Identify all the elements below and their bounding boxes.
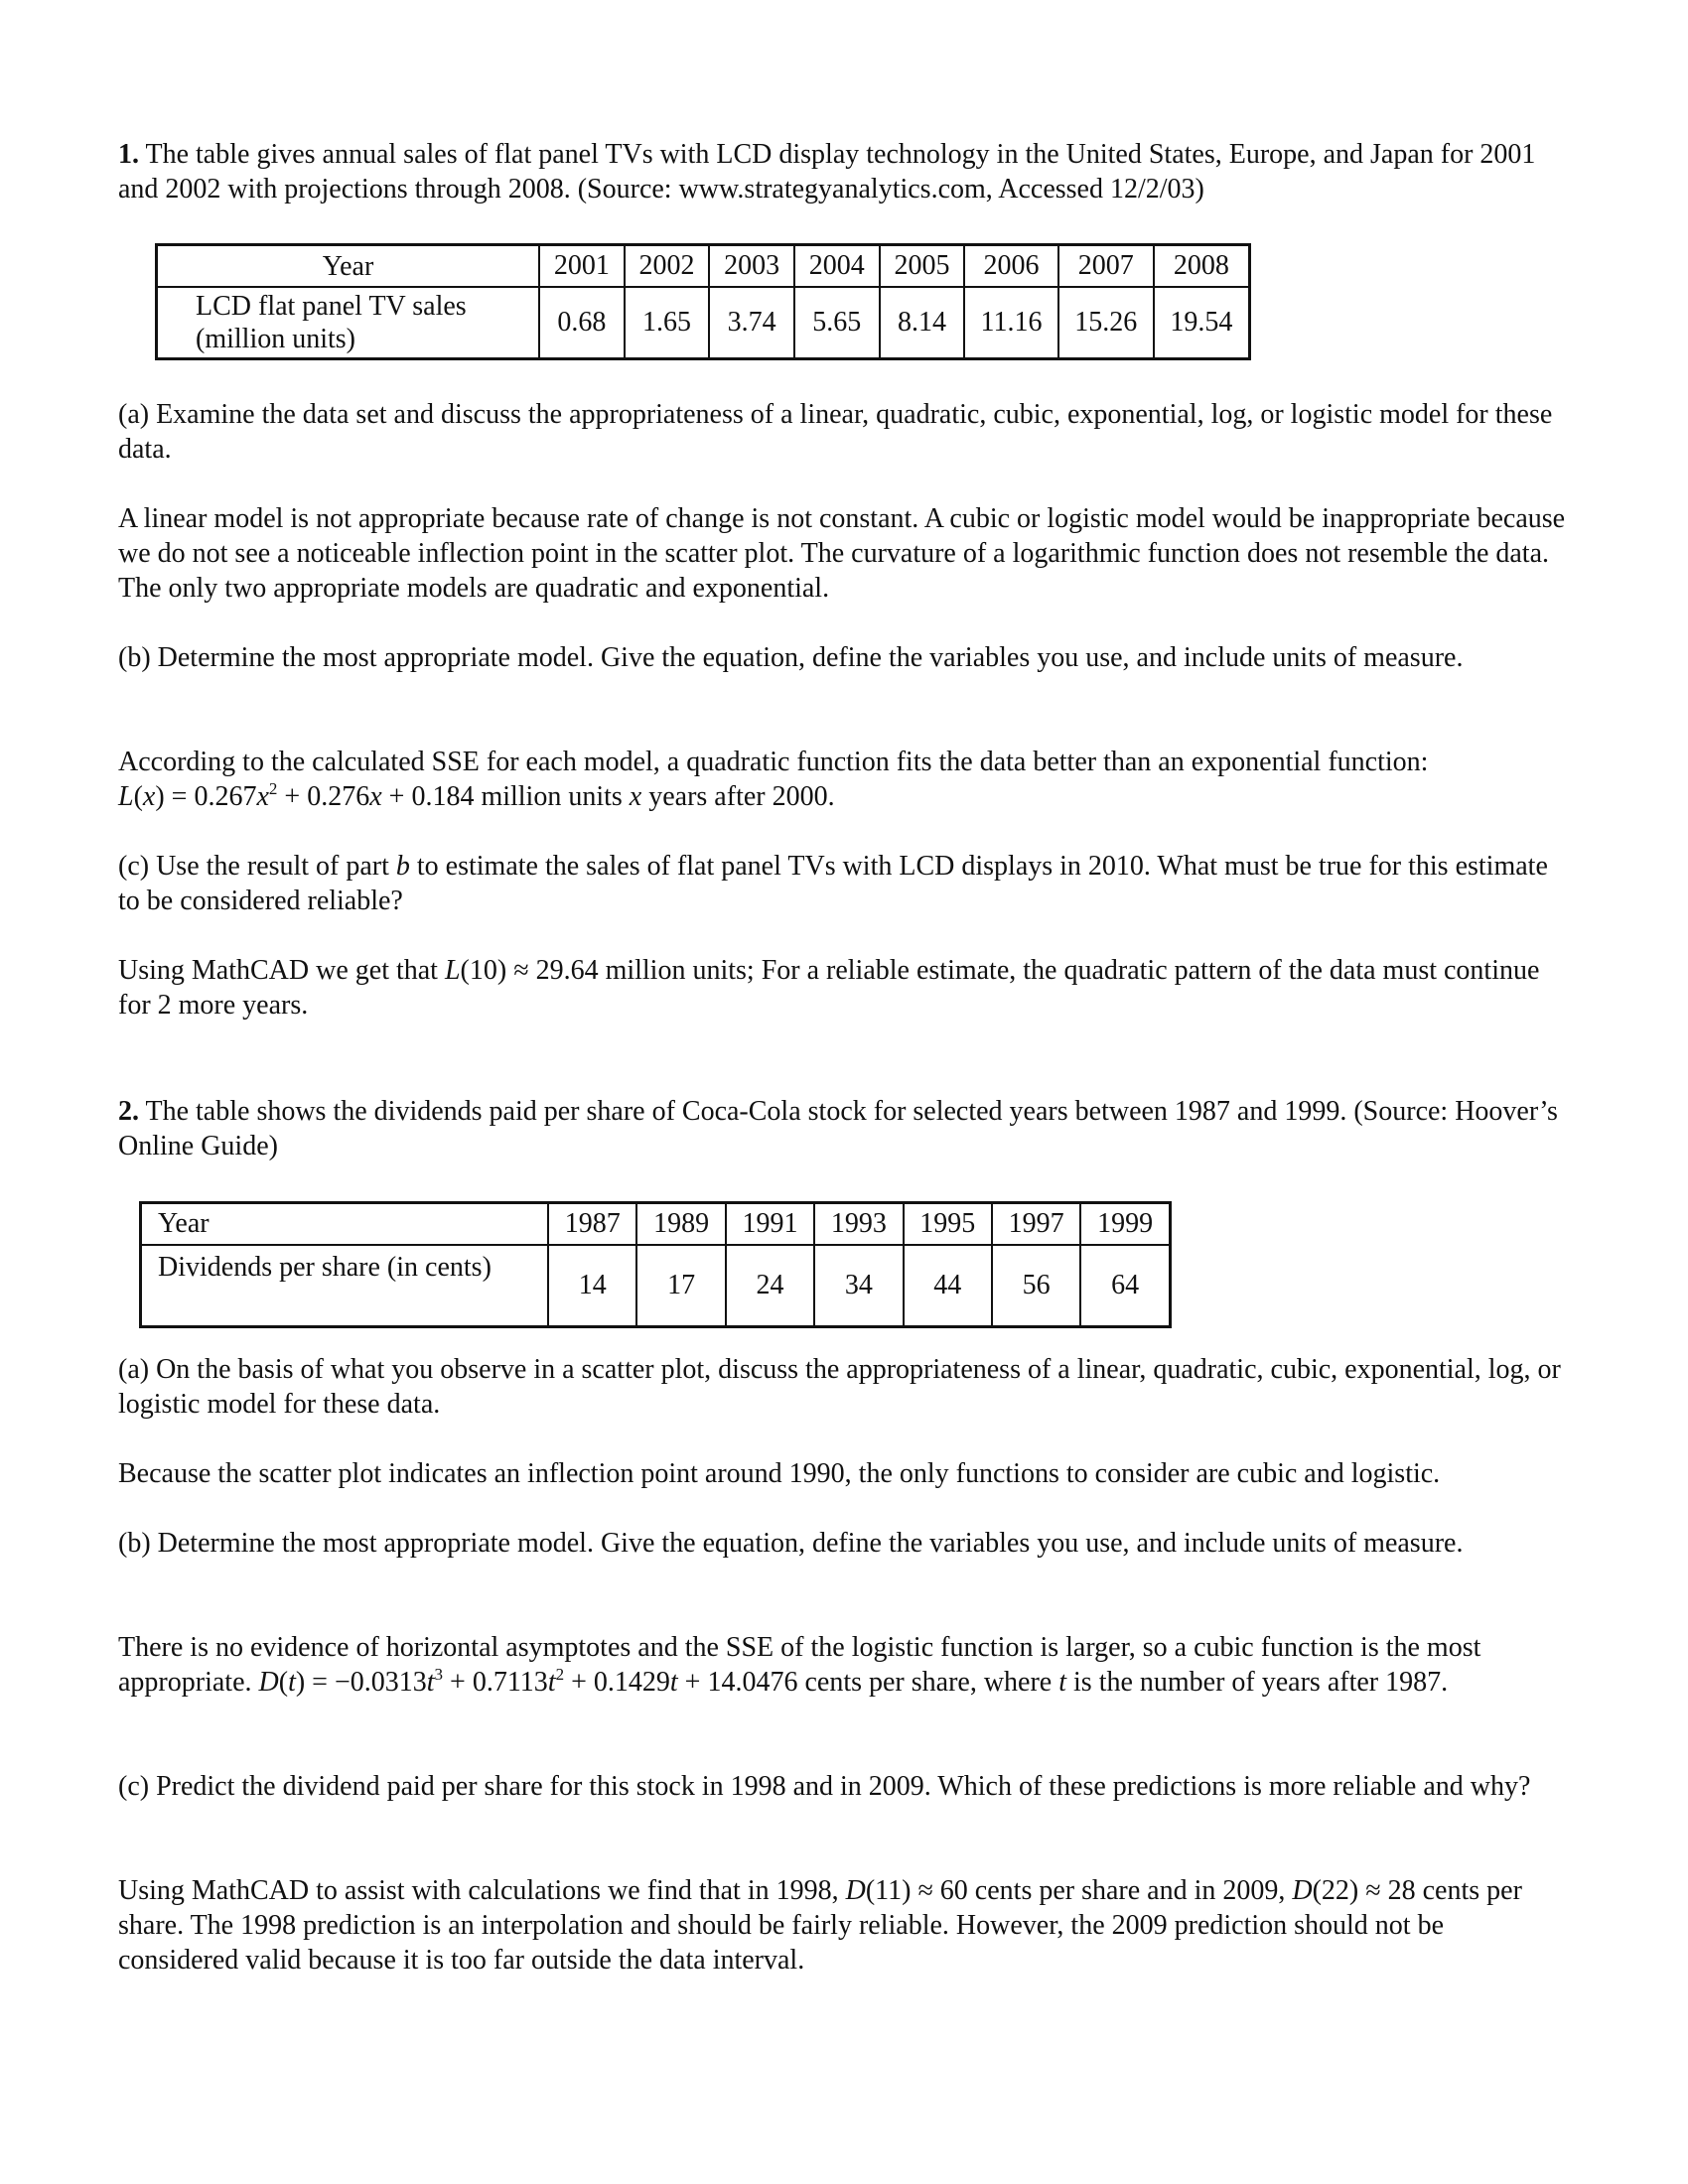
year-cell: 1999 xyxy=(1080,1203,1170,1246)
value-cell: 11.16 xyxy=(964,287,1057,359)
table-row xyxy=(157,245,1250,288)
problem-1-question-b: (b) Determine the most appropriate model. Give the equation, define the variables you use, and include units of measure. xyxy=(118,642,1464,673)
year-cell: 1987 xyxy=(548,1203,636,1246)
year-cell: 1997 xyxy=(992,1203,1080,1246)
year-cell: 2003 xyxy=(709,245,794,288)
value-cell: 5.65 xyxy=(794,287,880,359)
value-cell: 15.26 xyxy=(1058,287,1154,359)
ac-fn: L xyxy=(444,955,461,986)
problem-1-answer-b: According to the calculated SSE for each model, a quadratic function fits the data better than an exponential function: $L(x) = 0.267x^2 + 0.276x + 0.184$ million units x years after 2000. xyxy=(118,747,1429,812)
problem-1-intro xyxy=(118,137,1568,206)
ab-post1: cents per share, where xyxy=(797,1667,1059,1698)
value-cell: 14 xyxy=(548,1245,636,1327)
problem-2-number: 2. xyxy=(118,1096,139,1127)
dividends-header-cell: Dividends per share (in cents) xyxy=(141,1245,549,1327)
year-cell: 1989 xyxy=(636,1203,725,1246)
ab-c4: 14.0476 xyxy=(707,1667,798,1698)
value-cell: 44 xyxy=(904,1245,992,1327)
ab-c2: 0.7113 xyxy=(472,1667,548,1698)
ab-var: t xyxy=(288,1667,296,1698)
eq-tail: million units xyxy=(474,781,630,812)
year-cell: 1991 xyxy=(726,1203,814,1246)
ac-fn2: D xyxy=(1292,1875,1313,1906)
dividends-table xyxy=(139,1201,1172,1328)
year-cell: 1995 xyxy=(904,1203,992,1246)
eq-var: x xyxy=(629,781,642,812)
value-cell: 1.65 xyxy=(625,287,710,359)
table-row xyxy=(141,1245,1171,1327)
problem-1-number: 1. xyxy=(118,139,139,170)
eq-exp: 2 xyxy=(268,778,278,798)
problem-2-question-b: (b) Determine the most appropriate model. Give the equation, define the variables you use, and include units of measure. xyxy=(118,1528,1464,1559)
value-cell: 24 xyxy=(726,1245,814,1327)
value-cell: 56 xyxy=(992,1245,1080,1327)
lcd-sales-table xyxy=(155,243,1251,360)
value-cell: 3.74 xyxy=(709,287,794,359)
value-cell: 0.68 xyxy=(539,287,625,359)
year-header-cell: Year xyxy=(157,245,540,288)
problem-2-answer-b: There is no evidence of horizontal asymptotes and the SSE of the logistic function is larger, so a cubic function is the most appropriate. $D(t) = -0.0313t^3 + 0.7113t^2 + 0.1429t + 14.0476$ cents per share, where t is the number of years after 1987. xyxy=(118,1632,1481,1698)
year-cell: 2002 xyxy=(625,245,710,288)
year-cell: 2008 xyxy=(1154,245,1250,288)
year-cell: 2004 xyxy=(794,245,880,288)
year-cell: 2001 xyxy=(539,245,625,288)
eq-var: x xyxy=(256,781,269,812)
problem-1-answer-c xyxy=(118,953,1568,1023)
value-cell: 17 xyxy=(636,1245,725,1327)
problem-1-answer-a: A linear model is not appropriate because rate of change is not constant. A cubic or logistic model would be inappropriate because we do not see a noticeable inflection point in the scatter plot. The curvature of a logarithmic function does not resemble the data. The only two appropriate models are quadratic and exponential. xyxy=(118,503,1566,604)
ab-fn: D xyxy=(258,1667,279,1698)
problem-1-question-c xyxy=(118,849,1568,918)
problem-1-question-a: (a) Examine the data set and discuss the appropriateness of a linear, quadratic, cubic, exponential, log, or logistic model for these data. xyxy=(118,399,1553,465)
ac-pre: Using MathCAD we get that xyxy=(118,955,445,986)
problem-2-question-a: (a) On the basis of what you observe in a scatter plot, discuss the appropriateness of a linear, quadratic, cubic, exponential, log, or logistic model for these data. xyxy=(118,1354,1561,1420)
eq-tail2: years after 2000. xyxy=(641,781,835,812)
sales-header-line2: (million units) xyxy=(196,324,355,354)
value-cell: 64 xyxy=(1080,1245,1170,1327)
table-row xyxy=(157,287,1250,359)
ab-pre: There is no evidence of horizontal asymptotes and the SSE of the logistic function is larger, so a cubic function is the most appropriate. xyxy=(118,1632,1481,1698)
ac-fn1: D xyxy=(845,1875,866,1906)
eq-var: x xyxy=(369,781,382,812)
table-row xyxy=(141,1203,1171,1246)
ac-pre: Using MathCAD to assist with calculations we find that in 1998, xyxy=(118,1875,846,1906)
sales-header-cell xyxy=(157,287,540,359)
ac-mid1: (11) ≈ 60 cents per share and in 2009, xyxy=(865,1875,1293,1906)
ab-var: t xyxy=(669,1667,678,1698)
answer-b-text: According to the calculated SSE for each model, a quadratic function fits the data better than an exponential function: xyxy=(118,747,1429,777)
qc-post: to estimate the sales of flat panel TVs with LCD displays in 2010. What must be true for this estimate to be considered reliable? xyxy=(118,851,1548,916)
ac-mid: (10) ≈ 29.64 million units; For a reliable estimate, the quadratic pattern of the data must continue for 2 more years. xyxy=(118,955,1540,1021)
eq-var: x xyxy=(142,781,156,812)
problem-2-answer-a: Because the scatter plot indicates an inflection point around 1990, the only functions to consider are cubic and logistic. xyxy=(118,1458,1441,1489)
qc-part: b xyxy=(395,851,410,882)
value-cell: 34 xyxy=(814,1245,903,1327)
value-cell: 8.14 xyxy=(880,287,965,359)
qc-pre: (c) Use the result of part xyxy=(118,851,396,882)
eq-c2: 0.276 xyxy=(307,781,370,812)
eq-fn: L xyxy=(118,781,134,812)
problem-2-intro xyxy=(118,1094,1568,1163)
sales-header-line1: LCD flat panel TV sales xyxy=(196,291,467,322)
year-cell: 2005 xyxy=(880,245,965,288)
ab-var: t xyxy=(426,1667,435,1698)
year-cell: 2006 xyxy=(964,245,1057,288)
year-cell: 1993 xyxy=(814,1203,903,1246)
eq-c3: 0.184 xyxy=(411,781,475,812)
ab-c1: −0.0313 xyxy=(334,1667,427,1698)
ab-var: t xyxy=(547,1667,556,1698)
value-cell: 19.54 xyxy=(1154,287,1250,359)
problem-2-answer-c xyxy=(118,1873,1568,1978)
problem-1-intro-text: The table gives annual sales of flat panel TVs with LCD display technology in the United States, Europe, and Japan for 2001 and 2002 with projections through 2008. (Source: www.strategyanalytics.com, Accessed 12/2/03) xyxy=(118,139,1536,205)
ab-var: t xyxy=(1058,1667,1067,1698)
ab-c3: 0.1429 xyxy=(593,1667,670,1698)
ab-post2: is the number of years after 1987. xyxy=(1066,1667,1449,1698)
problem-2-intro-text: The table shows the dividends paid per share of Coca-Cola stock for selected years between 1987 and 1999. (Source: Hoover’s Online Guide) xyxy=(118,1096,1558,1161)
ac-mid2: (22) ≈ 28 cents per share. The 1998 prediction is an interpolation and should be fairly reliable. However, the 2009 prediction should not be considered valid because it is too far outside the data interval. xyxy=(118,1875,1522,1976)
eq-c1: 0.267 xyxy=(194,781,257,812)
year-cell: 2007 xyxy=(1058,245,1154,288)
problem-2-question-c: (c) Predict the dividend paid per share for this stock in 1998 and in 2009. Which of these predictions is more reliable and why? xyxy=(118,1771,1531,1802)
year-header-cell: Year xyxy=(141,1203,549,1246)
